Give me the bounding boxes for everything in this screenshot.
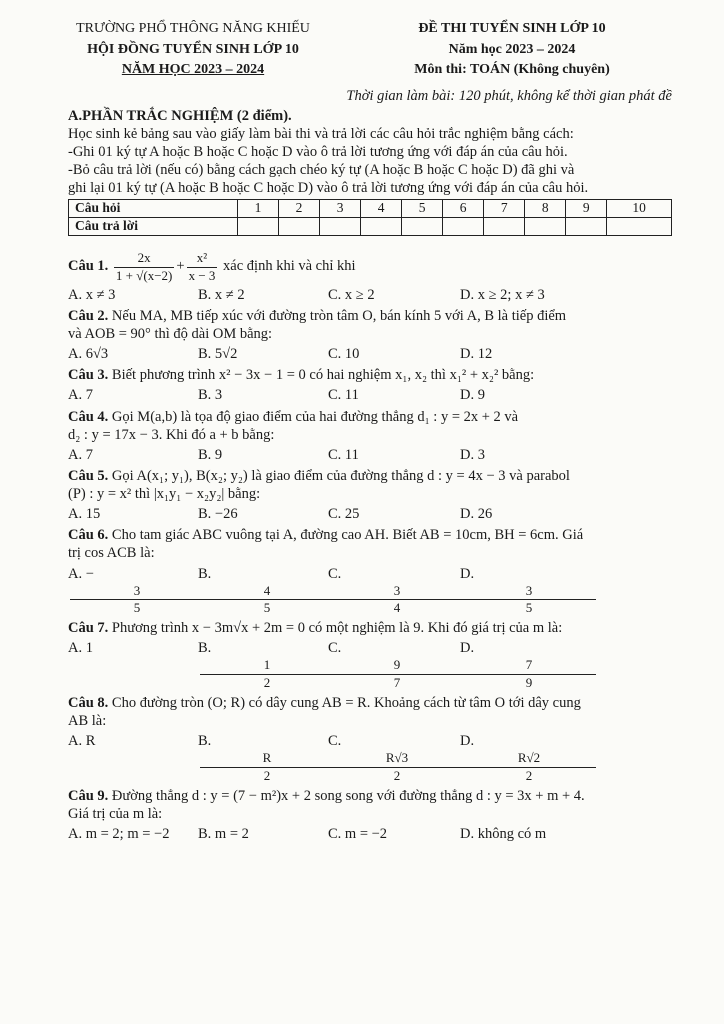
fraction — [200, 657, 330, 691]
table-header-answer: Câu trả lời — [69, 218, 238, 236]
options — [68, 565, 672, 617]
table-cell-number: 9 — [566, 200, 607, 218]
question-text: AB là: — [68, 713, 107, 729]
table-cell-number: 1 — [238, 200, 279, 218]
table-row — [69, 218, 672, 236]
option — [328, 565, 460, 617]
options — [68, 345, 672, 363]
fraction — [462, 750, 592, 784]
question-2 — [68, 307, 672, 343]
option — [460, 565, 590, 617]
option — [198, 639, 328, 691]
question-text: Phương trình x − 3m√x + 2m = 0 có một nghiệm là 9. Khi đó giá trị của m là: — [111, 620, 563, 637]
instruction-line: -Bỏ câu trả lời (nếu có) bằng cách gạch chéo ký tự (A hoặc B hoặc C hoặc D) đã ghi và — [68, 162, 575, 178]
option: A. m = 2; m = −2 — [68, 826, 170, 842]
fraction — [200, 750, 330, 784]
option-letter: C. — [328, 733, 342, 750]
instruction-line: Học sinh kẻ bảng sau vào giấy làm bài thi và trả lời các câu hỏi trắc nghiệm bằng cách: — [68, 125, 574, 142]
denominator: 2 — [263, 767, 271, 783]
fraction — [330, 657, 460, 691]
option-letter: C. — [328, 565, 342, 582]
option: C. 25 — [328, 506, 360, 523]
option: C. 11 — [328, 387, 359, 404]
options — [68, 505, 672, 523]
question-label: Câu 5. — [68, 467, 109, 484]
table-cell-number: 8 — [525, 200, 566, 218]
question-text: Biết phương trình x² − 3x − 1 = 0 có hai nghiệm x₁, x₂ thì x₁² + x₂² bằng: — [111, 367, 535, 384]
section-title: A.PHẦN TRẮC NGHIỆM (2 điểm). — [68, 107, 292, 124]
option: B. m = 2 — [198, 826, 249, 842]
table-cell-answer — [607, 218, 672, 236]
question-1: Câu 1. $\frac{2x}{1 + √(x-2)}$ + $\frac{\text{x²}}{x - 3}$ xác định khi và chỉ khi — [68, 250, 356, 283]
option: D. 9 — [460, 387, 485, 404]
numerator: 2x — [114, 250, 174, 267]
options — [68, 825, 672, 843]
question-text: d₂ : y = 17x − 3. Khi đó a + b bằng: — [68, 426, 275, 443]
fraction — [462, 657, 592, 691]
question-text: Giá trị của m là: — [68, 805, 163, 822]
option — [328, 732, 460, 784]
option: B. 3 — [198, 387, 223, 404]
option: C. x ≥ 2 — [328, 286, 375, 303]
numerator: R√2 — [462, 750, 596, 767]
denominator: 2 — [525, 767, 533, 783]
exam-title: ĐỀ THI TUYỂN SINH LỚP 10 — [418, 21, 606, 36]
table-cell-number: 7 — [484, 200, 525, 218]
question-8 — [68, 694, 672, 730]
option-letter: C. — [328, 640, 342, 657]
numerator: x² — [187, 250, 218, 267]
fraction — [330, 750, 460, 784]
table-cell-answer — [443, 218, 484, 236]
numerator: 3 — [70, 583, 204, 600]
table-cell-number: 10 — [607, 200, 672, 218]
numerator: 3 — [462, 583, 596, 600]
denominator: 1 + √(x−2) — [115, 267, 173, 283]
table-cell-answer — [525, 218, 566, 236]
numerator: 3 — [330, 583, 464, 600]
header-right — [352, 20, 672, 82]
question-text: Gọi M(a,b) là tọa độ giao điểm của hai đường thẳng d₁ : y = 2x + 2 và — [111, 408, 519, 425]
numerator: 1 — [200, 657, 334, 674]
options — [68, 732, 672, 784]
table-cell-number: 2 — [279, 200, 320, 218]
option: D. 12 — [460, 346, 493, 363]
question-text: Nếu MA, MB tiếp xúc với đường tròn tâm O, bán kính 5 với A, B là tiếp điểm — [111, 307, 567, 324]
option-letter: B. — [198, 565, 212, 582]
option: A. x ≠ 3 — [68, 286, 116, 303]
option — [198, 565, 328, 617]
denominator: 5 — [133, 599, 141, 615]
option: A. 6√3 — [68, 346, 109, 363]
question-text: Cho tam giác ABC vuông tại A, đường cao AH. Biết AB = 10cm, BH = 6cm. Giá — [111, 527, 584, 544]
question-6 — [68, 526, 672, 562]
question-label: Câu 6. — [68, 527, 109, 544]
option — [460, 639, 590, 691]
options — [68, 639, 672, 691]
table-cell-answer — [320, 218, 361, 236]
option — [198, 732, 328, 784]
question-label: Câu 4. — [68, 408, 109, 425]
fraction — [114, 250, 174, 284]
option-letter: D. — [460, 640, 475, 657]
denominator: 7 — [393, 674, 401, 690]
exam-year: Năm học 2023 – 2024 — [448, 41, 576, 57]
question-label: Câu 8. — [68, 694, 109, 711]
question-label: Câu 3. — [68, 367, 109, 384]
option: B. 5√2 — [198, 346, 238, 363]
exam-time: Thời gian làm bài: 120 phút, không kể thời gian phát đề — [346, 87, 672, 104]
denominator: 9 — [525, 674, 533, 690]
table-row — [69, 200, 672, 218]
table-cell-answer — [484, 218, 525, 236]
option: C. 10 — [328, 346, 360, 363]
option: A. 7 — [68, 446, 93, 463]
numerator: 7 — [462, 657, 596, 674]
options — [68, 286, 672, 304]
numerator: R — [200, 750, 334, 767]
answer-table — [68, 199, 672, 236]
option-letter: B. — [198, 733, 212, 750]
question-text: và AOB = 90° thì độ dài OM bằng: — [68, 326, 273, 342]
option — [68, 565, 198, 617]
school-year: NĂM HỌC 2023 – 2024 — [121, 62, 265, 77]
question-text: (P) : y = x² thì |x₁y₁ − x₂y₂| bằng: — [68, 486, 261, 502]
fraction — [330, 583, 460, 617]
question-3 — [68, 366, 672, 384]
denominator: 5 — [525, 599, 533, 615]
options — [68, 446, 672, 464]
question-label: Câu 2. — [68, 307, 109, 324]
option-letter: D. — [460, 733, 475, 750]
table-cell-number: 4 — [361, 200, 402, 218]
table-cell-number: 5 — [402, 200, 443, 218]
question-label: Câu 7. — [68, 620, 109, 637]
table-cell-number: 3 — [320, 200, 361, 218]
question-text: Gọi A(x₁; y₁), B(x₂; y₂) là giao điểm của đường thẳng d : y = 4x − 3 và parabol — [111, 467, 570, 484]
school-name: TRƯỜNG PHỔ THÔNG NĂNG KHIẾU — [76, 21, 310, 36]
options — [68, 386, 672, 404]
table-cell-answer — [566, 218, 607, 236]
instruction-line: ghi lại 01 ký tự (A hoặc B hoặc C hoặc D) vào ô trả lời tương ứng với đáp án của câu hỏi. — [68, 180, 589, 197]
fraction — [70, 583, 200, 617]
exam-header — [68, 20, 672, 85]
option: B. x ≠ 2 — [198, 286, 245, 303]
denominator: 5 — [263, 599, 271, 615]
table-cell-answer — [361, 218, 402, 236]
option-letter: B. — [198, 640, 212, 657]
numerator: R√3 — [330, 750, 464, 767]
table-header-question: Câu hỏi — [69, 200, 238, 218]
question-text: Cho đường tròn (O; R) có dây cung AB = R. Khoảng cách từ tâm O tới dây cung — [111, 694, 581, 711]
header-left — [68, 20, 318, 82]
option: C. 11 — [328, 446, 359, 463]
fraction — [462, 583, 592, 617]
option-letter: D. — [460, 565, 475, 582]
council-name: HỘI ĐỒNG TUYỂN SINH LỚP 10 — [87, 41, 299, 57]
denominator: 4 — [393, 599, 401, 615]
exam-subject: Môn thi: TOÁN (Không chuyên) — [414, 62, 610, 77]
numerator: 9 — [330, 657, 464, 674]
option: D. x ≥ 2; x ≠ 3 — [460, 286, 545, 303]
question-text: Đường thẳng d : y = (7 − m²)x + 2 song song với đường thẳng d : y = 3x + m + 4. — [111, 787, 585, 804]
option: A. 7 — [68, 387, 93, 404]
option — [460, 732, 590, 784]
fraction — [187, 250, 218, 284]
option: B. 9 — [198, 446, 223, 463]
option: A. R — [68, 733, 96, 750]
option — [328, 639, 460, 691]
denominator: x − 3 — [188, 267, 216, 283]
question-7 — [68, 619, 672, 637]
numerator: 4 — [200, 583, 334, 600]
denominator: 2 — [393, 767, 401, 783]
denominator: 2 — [263, 674, 271, 690]
fraction — [200, 583, 330, 617]
table-cell-answer — [279, 218, 320, 236]
question-label: Câu 9. — [68, 787, 109, 804]
question-text: trị cos ACB là: — [68, 545, 155, 562]
option-letter: A. − — [68, 565, 94, 582]
option: A. 1 — [68, 640, 93, 657]
option: D. không có m — [460, 826, 547, 842]
table-cell-answer — [402, 218, 443, 236]
option: A. 15 — [68, 506, 101, 523]
question-label: Câu 1. — [68, 258, 109, 275]
question-9 — [68, 787, 672, 823]
question-4 — [68, 408, 672, 444]
instructions — [68, 125, 672, 198]
question-text: xác định khi và chỉ khi — [223, 258, 356, 275]
table-cell-answer — [238, 218, 279, 236]
option: D. 26 — [460, 506, 493, 523]
question-5 — [68, 467, 672, 503]
option: D. 3 — [460, 446, 485, 463]
option: C. m = −2 — [328, 826, 388, 842]
instruction-line: -Ghi 01 ký tự A hoặc B hoặc C hoặc D vào ô trả lời tương ứng với đáp án của câu hỏi. — [68, 143, 568, 160]
option: B. −26 — [198, 506, 238, 523]
table-cell-number: 6 — [443, 200, 484, 218]
